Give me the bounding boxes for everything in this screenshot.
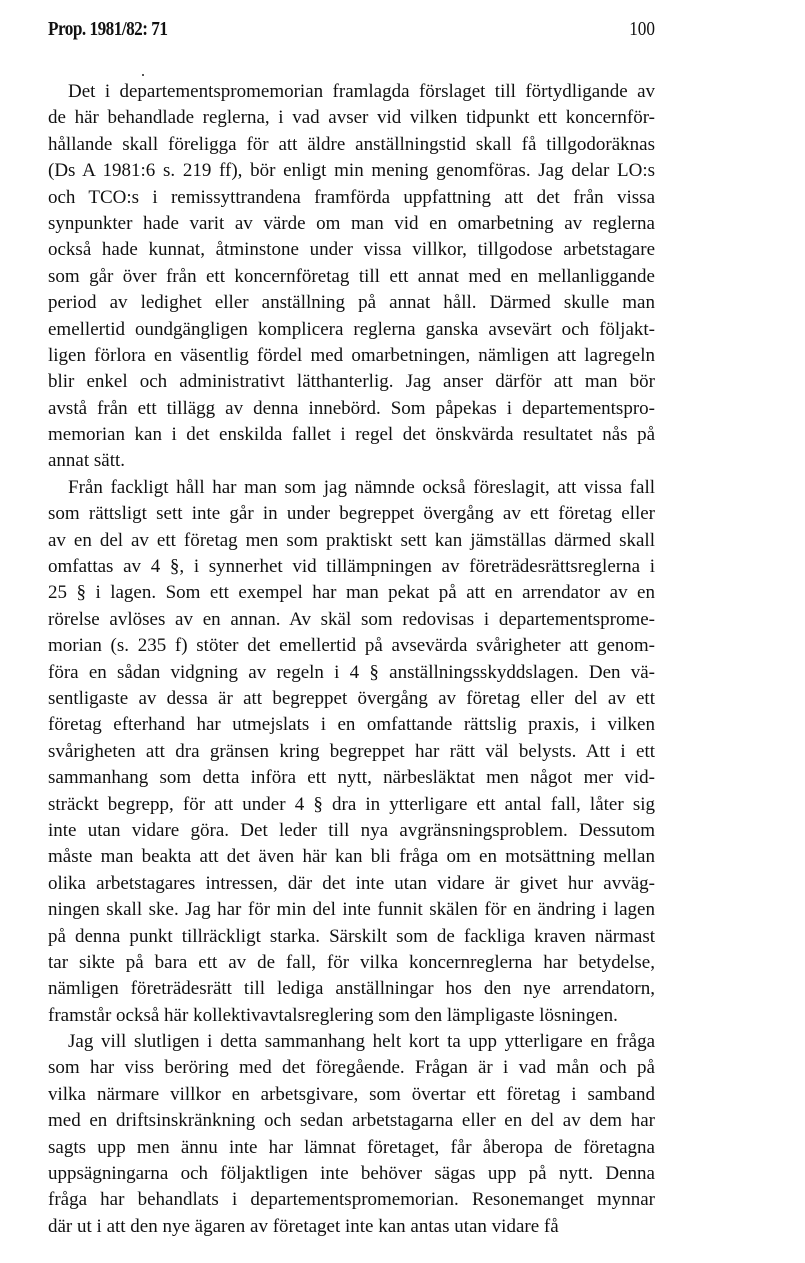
text-line: sagts upp men ännu inte har lämnat företaget, får åberopa de företagna <box>48 1136 655 1158</box>
text-line: Jag vill slutligen i detta sammanhang helt kort ta upp ytterligare en fråga <box>68 1031 655 1053</box>
text-line: memorian kan i det enskilda fallet i regel det önskvärda resultatet nås på <box>48 424 655 446</box>
text-line: som har viss beröring med det föregående. Frågan är i vad mån och på <box>48 1057 655 1079</box>
text-line: uppsägningarna och följaktligen inte behöver sägas upp på nytt. Denna <box>48 1163 655 1185</box>
text-line: ligen förlora en väsentlig fördel med omarbetningen, nämligen att lagregeln <box>48 344 655 366</box>
text-line: 25 § i lagen. Som ett exempel har man pekat på att en arrendator av en <box>48 582 655 604</box>
text-line: omfattas av 4 §, i synnerhet vid tillämpningen av företrädesrättsreglerna i <box>48 556 655 578</box>
text-line: vilka närmare villkor en arbetsgivare, som övertar ett företag i samband <box>48 1083 655 1105</box>
text-line: inte utan vidare göra. Det leder till nya avgränsningsproblem. Dessutom <box>48 819 655 841</box>
text-line: olika arbetstagares intressen, där det inte utan vidare är givet hur avväg- <box>48 872 655 894</box>
text-line: fråga har behandlats i departementspromemorian. Resonemanget mynnar <box>48 1189 655 1211</box>
text-line: avstå från ett tillägg av denna innebörd. Som påpekas i departementspro- <box>48 397 655 419</box>
text-line: som går över från ett koncernföretag till ett annat med en mellanliggande <box>48 265 655 287</box>
text-line: och TCO:s i remissyttrandena framförda uppfattning att det från vissa <box>48 186 655 208</box>
paragraph <box>48 1029 655 1240</box>
text-line: av en del av ett företag men som praktiskt sett kan jämställas därmed skall <box>48 529 655 551</box>
text-line: föra en sådan vidgning av regeln i 4 § anställningsskyddslagen. Den vä- <box>48 661 655 683</box>
scan-speck <box>142 74 144 76</box>
text-line: tar sikte på bara ett av de fall, för vilka koncernreglerna har betydelse, <box>48 951 655 973</box>
text-line: på denna punkt tillräckligt starka. Särskilt som de fackliga kraven närmast <box>48 925 655 947</box>
text-line: måste man beakta att det även här kan bli fråga om en motsättning mellan <box>48 846 655 868</box>
text-line: rörelse avlöses av en annan. Av skäl som redovisas i departementsprome- <box>48 608 655 630</box>
paragraph <box>48 79 655 475</box>
text-line: ningen skall ske. Jag har för min del inte funnit skälen för en ändring i lagen <box>48 899 655 921</box>
text-line: blir enkel och administrativt lätthanterlig. Jag anser därför att man bör <box>48 371 655 393</box>
text-line: sentligaste av dessa är att begreppet övergång av företag eller del av ett <box>48 687 655 709</box>
text-line: företag efterhand har utmejslats i en omfattande rättslig praxis, i vilken <box>48 714 655 736</box>
paragraph <box>48 475 655 1029</box>
text-line: med en driftsinskränkning och sedan arbetstagarna eller en del av dem har <box>48 1110 655 1132</box>
proposition-reference: Prop. 1981/82: 71 <box>48 18 168 40</box>
text-line: som rättsligt sett inte går in under begreppet övergång av ett företag eller <box>48 503 655 525</box>
text-line: framstår också här kollektivavtalsreglering som den lämpligaste lösningen. <box>48 1004 618 1026</box>
text-line: hållande skall föreligga för att äldre anställningstid skall få tillgodoräknas <box>48 133 655 155</box>
text-line: sammanhang som detta införa ett nytt, närbesläktat men något mer vid- <box>48 767 655 789</box>
document-body <box>48 79 655 1240</box>
text-line: också hade kunnat, åtminstone under vissa villkor, tillgodose arbetstagare <box>48 239 655 261</box>
text-line: där ut i att den nye ägaren av företaget inte kan antas utan vidare få <box>48 1215 559 1237</box>
text-line: annat sätt. <box>48 450 126 472</box>
text-line: sträckt begrepp, för att under 4 § dra in ytterligare ett antal fall, låter sig <box>48 793 655 815</box>
text-line: emellertid oundgängligen komplicera reglerna ganska avsevärt och följakt- <box>48 318 655 340</box>
text-line: Från fackligt håll har man som jag nämnde också föreslagit, att vissa fall <box>68 476 655 498</box>
text-line: period av ledighet eller anställning på annat håll. Därmed skulle man <box>48 292 655 314</box>
text-line: de här behandlade reglerna, i vad avser vid vilken tidpunkt ett koncernför- <box>48 107 655 129</box>
page-number: 100 <box>629 18 655 40</box>
text-line: (Ds A 1981:6 s. 219 ff), bör enligt min mening genomföras. Jag delar LO:s <box>48 160 655 182</box>
page-header <box>48 18 655 48</box>
text-line: morian (s. 235 f) stöter det emellertid på avsevärda svårigheter att genom- <box>48 635 655 657</box>
text-line: svårigheten att dra gränsen kring begreppet har rätt väl belysts. Att i ett <box>48 740 655 762</box>
text-line: nämligen företrädesrätt till lediga anställningar hos den nye arrendatorn, <box>48 978 655 1000</box>
text-line: synpunkter hade varit av värde om man vid en omarbetning av reglerna <box>48 212 655 234</box>
text-line: Det i departementspromemorian framlagda förslaget till förtydligande av <box>68 81 655 102</box>
